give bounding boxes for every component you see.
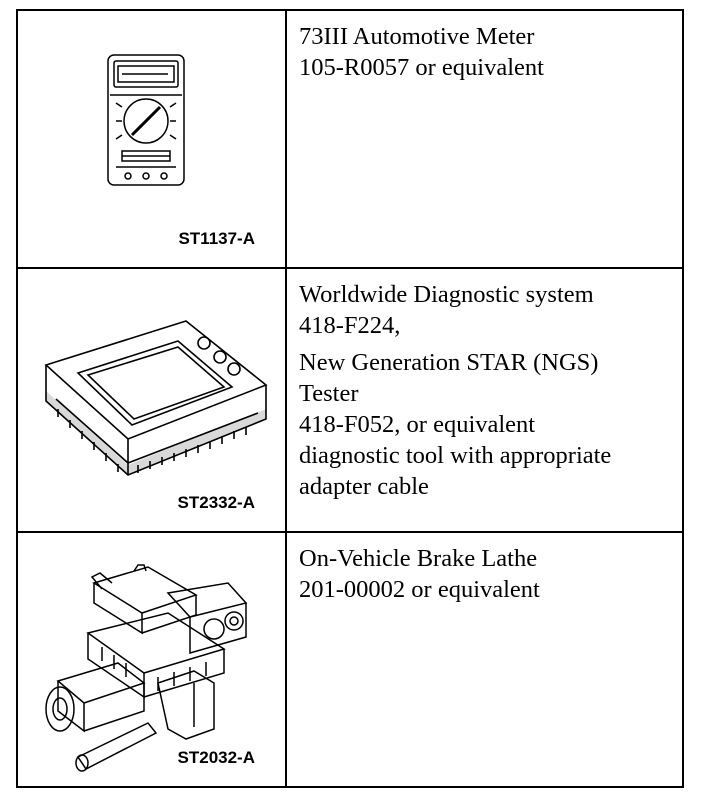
description-line: New Generation STAR (NGS)	[299, 349, 599, 376]
description-line: Tester	[299, 380, 359, 407]
description-line: Worldwide Diagnostic system	[299, 281, 594, 308]
tool-description-cell	[286, 268, 683, 532]
tool-description	[287, 269, 682, 502]
tool-row-lathe	[17, 532, 683, 787]
figure-code: ST1137-A	[178, 229, 255, 248]
tool-description	[287, 11, 682, 83]
tool-image-cell	[17, 10, 286, 268]
tool-image-cell	[17, 268, 286, 532]
description-line: adapter cable	[299, 473, 429, 500]
description-line: 105-R0057 or equivalent	[299, 54, 544, 81]
figure-code: ST2332-A	[177, 493, 255, 512]
tool-row-meter	[17, 10, 683, 268]
tool-description-cell	[286, 532, 683, 787]
description-line: 418-F224,	[299, 312, 401, 339]
description-line: On-Vehicle Brake Lathe	[299, 545, 538, 572]
tool-row-tester	[17, 268, 683, 532]
tool-description-cell	[286, 10, 683, 268]
special-tools-table	[16, 9, 684, 788]
tool-image-cell	[17, 532, 286, 787]
description-line: 201-00002 or equivalent	[299, 576, 540, 603]
description-line: diagnostic tool with appropriate	[299, 442, 612, 469]
tool-description	[287, 533, 682, 605]
figure-code: ST2032-A	[177, 748, 255, 767]
description-line: 73III Automotive Meter	[299, 23, 535, 50]
description-line: 418-F052, or equivalent	[299, 411, 536, 438]
